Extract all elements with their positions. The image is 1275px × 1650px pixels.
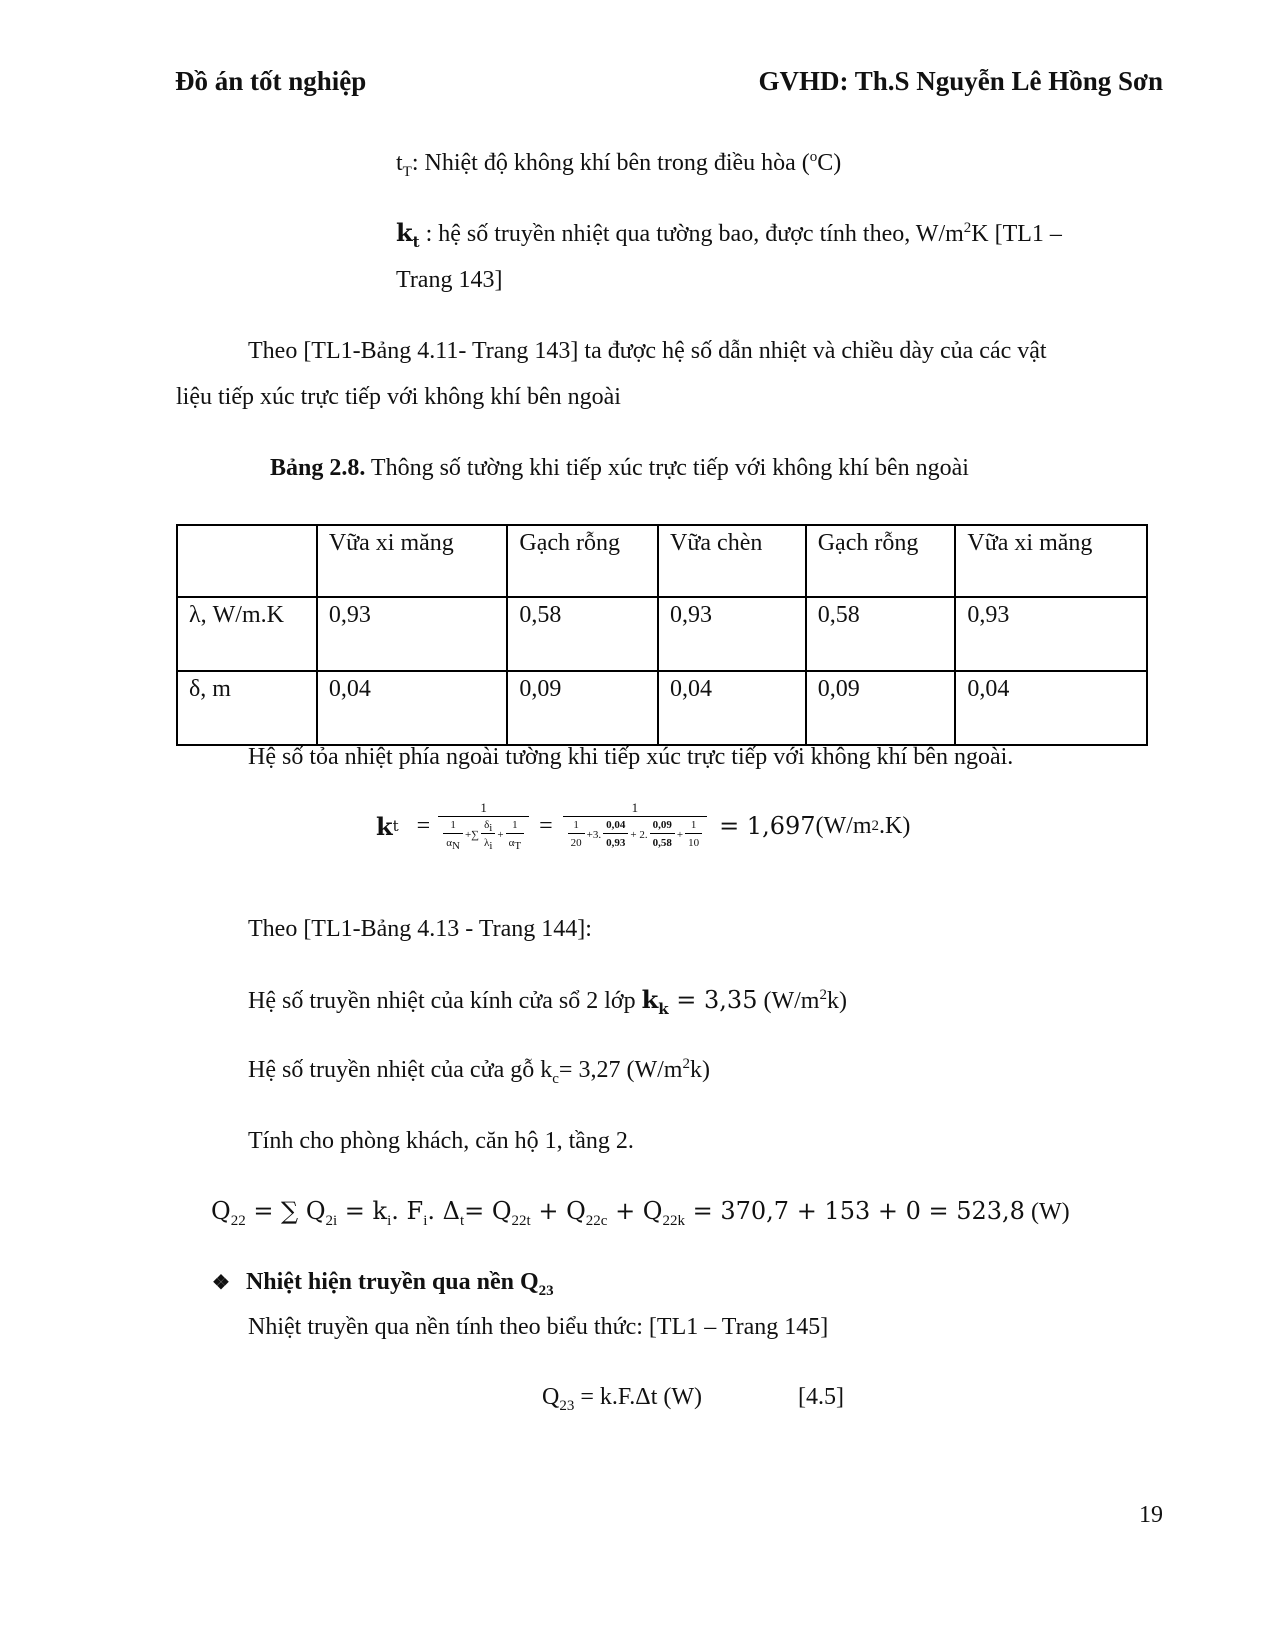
- table-cell: 0,04: [658, 671, 806, 745]
- diamond-bullet-icon: ❖: [212, 1272, 230, 1294]
- definition-tt: $t_T$: Nhiệt độ không khí bên trong điều hòa ($^o$C): [396, 149, 842, 180]
- paragraph-line: liệu tiếp xúc trực tiếp với không khí bên ngoài: [176, 384, 621, 410]
- table-cell: 0,93: [317, 597, 508, 671]
- table-cell: [177, 525, 317, 597]
- formula-kt: k t = 1 $\frac{1}{\alpha_N}$ +∑ $\frac{\delta_i}{\lambda_i}$ + $\frac{1}{\alpha_T}$ = 1 $\frac{1}{20}$ +3. $\frac{0,04}{0,93}$ + 2. $\frac{0,09}{0,58}$ + $\frac{1}{10}$ = 1,697 (W/m 2 .K): [376, 800, 911, 853]
- table-cell: 0,58: [507, 597, 658, 671]
- table-cell: Gạch rỗng: [507, 525, 658, 597]
- wall-parameters-table: [176, 524, 1148, 746]
- table-cell: 0,93: [658, 597, 806, 671]
- table-cell: Gạch rỗng: [806, 525, 956, 597]
- header-title: Đồ án tốt nghiệp: [175, 66, 367, 96]
- definition-kt: $k_t$ : hệ số truyền nhiệt qua tường bao, được tính theo, $W/m^2K$ [TL1 –: [396, 218, 1062, 251]
- table-cell: Vữa xi măng: [955, 525, 1147, 597]
- table-cell: 0,04: [317, 671, 508, 745]
- table-cell: λ, W/m.K: [177, 597, 317, 671]
- table-caption: Bảng 2.8. Thông số tường khi tiếp xúc trực tiếp với không khí bên ngoài: [270, 455, 969, 481]
- definition-kt-continued: Trang 143]: [396, 267, 503, 293]
- table-cell: 0,93: [955, 597, 1147, 671]
- table-cell: 0,09: [806, 671, 956, 745]
- paragraph-line: Theo [TL1-Bảng 4.11- Trang 143] ta được hệ số dẫn nhiệt và chiều dày của các vật: [248, 338, 1047, 364]
- paragraph-line: Tính cho phòng khách, căn hộ 1, tầng 2.: [248, 1128, 634, 1154]
- paragraph-line: Theo [TL1-Bảng 4.13 - Trang 144]:: [248, 916, 592, 942]
- formula-q23: $Q_{23} = k.F.\Delta t$ (W): [542, 1384, 703, 1414]
- table-cell: 0,09: [507, 671, 658, 745]
- table-cell: δ, m: [177, 671, 317, 745]
- wood-door-coefficient: Hệ số truyền nhiệt của cửa gỗ $k_c= 3,27$ $(W/m^2k)$: [248, 1056, 710, 1087]
- section-heading: ❖ Nhiệt hiện truyền qua nền $Q_{23}$: [212, 1269, 554, 1299]
- table-row: [177, 597, 1147, 671]
- page-number: 19: [1139, 1502, 1163, 1528]
- table-row: [177, 671, 1147, 745]
- table-cell: Vữa xi măng: [317, 525, 508, 597]
- header-supervisor: GVHD: Th.S Nguyễn Lê Hồng Sơn: [758, 66, 1163, 96]
- formula-q22: $Q_{22}$ = ∑ $Q_{2i} = k_i$. $F_i$. $\Delta_t= Q_{22t} + Q_{22c} + Q_{22k} = 370,7 + 153 + 0 = 523,8$ (W): [211, 1197, 1070, 1229]
- table-cell: 0,58: [806, 597, 956, 671]
- glass-coefficient: Hệ số truyền nhiệt của kính cửa sổ 2 lớp $k_k = 3,35$ $(W/m^2k)$: [248, 985, 847, 1018]
- table-cell: 0,04: [955, 671, 1147, 745]
- table-header-row: [177, 525, 1147, 597]
- equation-reference: [4.5]: [798, 1384, 844, 1410]
- table-cell: Vữa chèn: [658, 525, 806, 597]
- paragraph-line: Nhiệt truyền qua nền tính theo biểu thức: [TL1 – Trang 145]: [248, 1314, 829, 1340]
- paragraph-line: Hệ số tỏa nhiệt phía ngoài tường khi tiếp xúc trực tiếp với không khí bên ngoài.: [248, 744, 1014, 770]
